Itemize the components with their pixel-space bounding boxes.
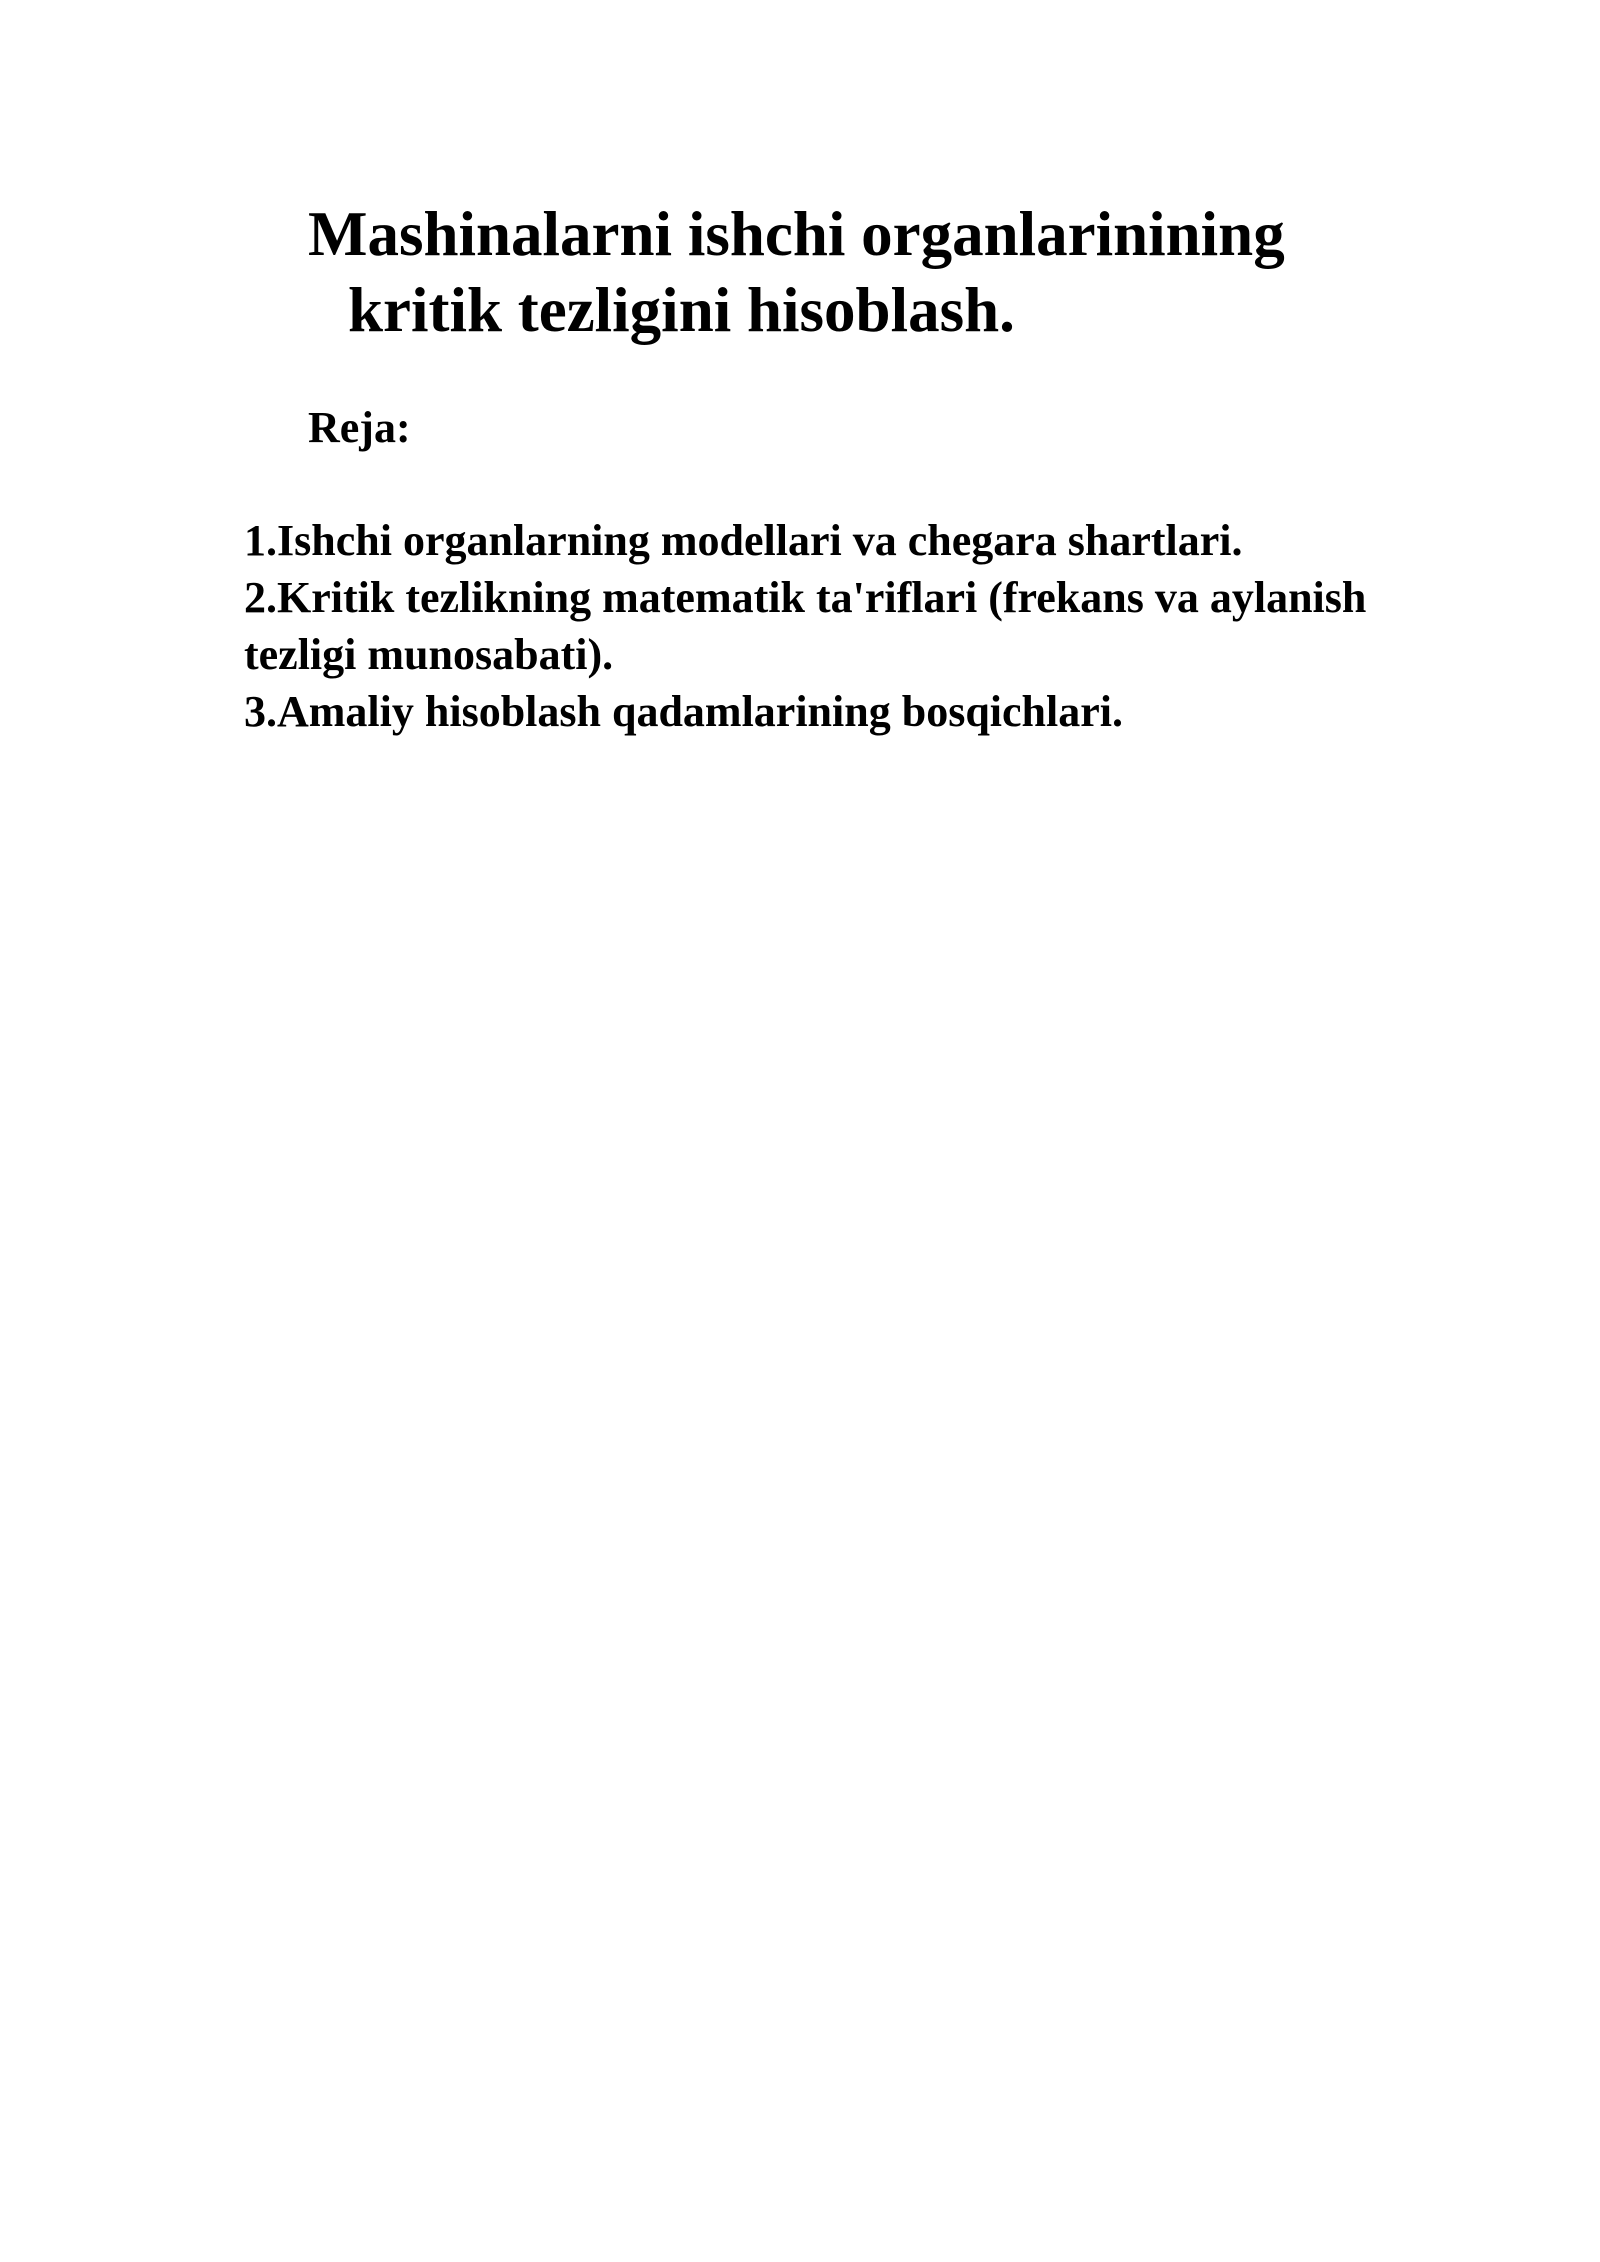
plan-list [244, 512, 1404, 740]
plan-item-1: 1.Ishchi organlarning modellari va chegara shartlari. [244, 516, 1243, 565]
page-title [308, 196, 1408, 348]
plan-item-3: 3.Amaliy hisoblash qadamlarining bosqichlari. [244, 687, 1123, 736]
plan-heading: Reja: [308, 403, 411, 452]
plan-item-2: 2.Kritik tezlikning matematik ta'riflari (frekans va aylanish tezligi munosabati). [244, 573, 1367, 679]
title-line-1: Mashinalarni ishchi organlarinining [308, 199, 1285, 269]
title-line-2: kritik tezligini hisoblash. [348, 275, 1015, 345]
